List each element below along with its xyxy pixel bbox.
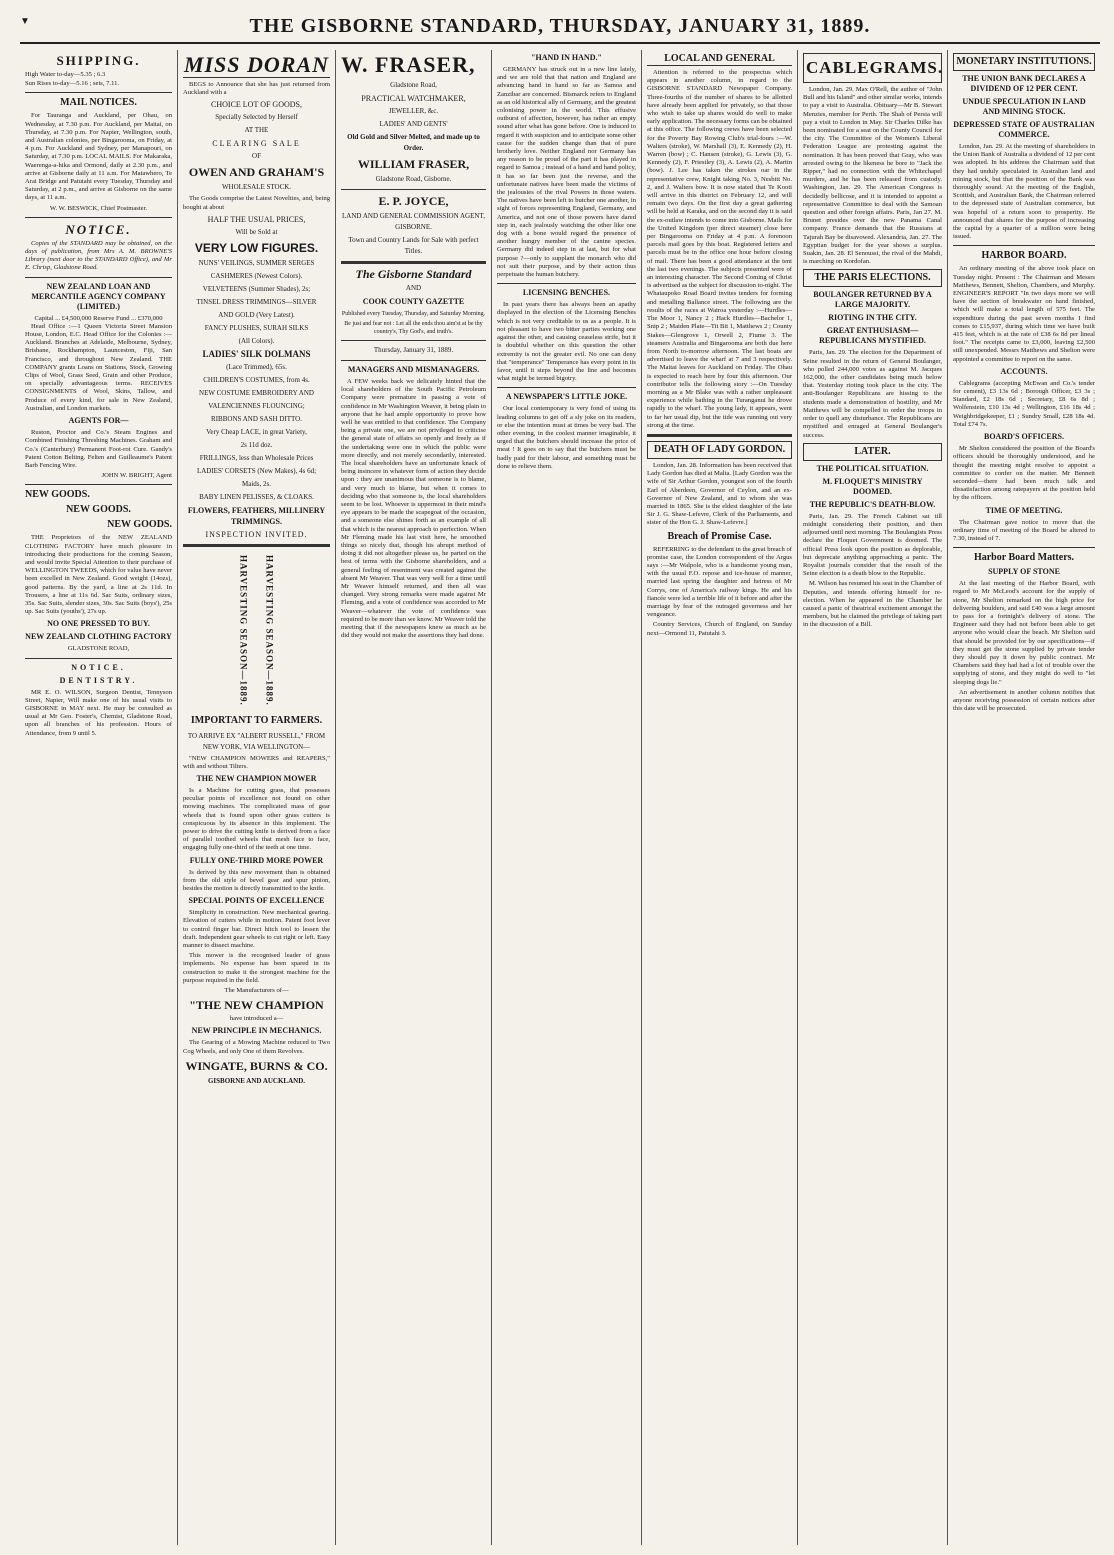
- boulanger-heading: BOULANGER RETURNED BY A LARGE MAJORITY.: [813, 290, 932, 310]
- harbor-heading: HARBOR BOARD.: [981, 250, 1067, 262]
- managers-heading: MANAGERS AND MISMANAGERS.: [347, 365, 480, 374]
- joyce-sub: Town and Country Lands for Sale with perfect Titles.: [348, 236, 479, 255]
- motto: Be just and fear not : Let all the ends thou aim'st at be thy country's, Thy God's, and truth's.: [344, 321, 483, 335]
- gold-silver: Old Gold and Silver Melted, and made up to Order.: [347, 133, 480, 152]
- selected-herself: Specially Selected by Herself: [215, 113, 298, 122]
- william-fraser: WILLIAM FRASER,: [357, 157, 470, 171]
- union-heading: THE UNION BANK DECLARES A DIVIDEND OF 12 PER CENT.: [962, 74, 1086, 93]
- divider: [341, 189, 486, 190]
- goods-text: The Goods comprise the Latest Novelties, and, being bought at about: [183, 195, 330, 211]
- divider: [25, 658, 172, 659]
- gordon-text: London, Jan. 28. Information has been received that Lady Gordon has died at Malta. [Lady Gordon was the wife of Sir Arthur Gordon, youngest son of the fourth Earl of Aberdeen, Governor of Ceylon, and an ex-Governor of New Zealand, and to whom she was married in 1865. She is the eldest daughter of the late Sir J. G. Shaw-Lefevre, Clerk of the Parliaments, and sister of the Hon G. J. Shaw-Lefevre.]: [647, 461, 792, 527]
- choice-goods: CHOICE LOT OF GOODS,: [211, 100, 302, 110]
- depressed-heading: DEPRESSED STATE OF AUSTRALIAN COMMERCE.: [953, 120, 1095, 139]
- goods-item: CASHMERES (Newest Colors).: [210, 271, 303, 280]
- goods-item: NUNS' VEILINGS, SUMMER SERGES: [198, 258, 315, 267]
- owen-graham: OWEN AND GRAHAM'S: [188, 165, 325, 180]
- local-heading: LOCAL AND GENERAL: [647, 53, 792, 66]
- shipping-times: [25, 71, 172, 88]
- local-text: Attention is referred to the prospectus which appears in another column, in regard to the GISBORNE STANDARD Newspaper Company. Three-fourths of the number of shares to be allotted have already been applied for privately, so that those who wish to take up shares would do well to make early application. The necessary forms can be obtained at this office. The following crews have been selected for the Poverty Bay Rowing Club's trial-fours :—W. Walters (stroke), W. Marshall (3), E. Kennedy (2), H. Warren (bow) ; C. Hansen (stroke), G. Lewis (3), G. Kennedy (2), F. Priestley (3), A. Lewis (2), A. Martin (bow). J. Lee has taken the strokes oar in the representative crew, Knight taking No. 3, Nesbitt No. 2, and J. Walters bow. It is now stated that Te Kooti will arrive in this district on February 12, and will remain two days. On the first day a great gathering will be held at Karaka, and on the second day it is said the ex-outlaw intends to come into Gisborne. Mails for the United Kingdom (per direct steamer) close here per Bingarooma on Friday at 4 p.m. A forenoon parcels mail goes by this boat. Registered letters and parcels must be in the office one hour before closing of mail. There has been a good attendance at the tent the last two evenings. The subjects presented were of an interesting character. The Second Coming of Christ is advertised as the subject for discussion to-night. The Whataupoko Road Board invites tenders for forming and metalling Ballance street. The following are the results of the races at Wairoa yesterday :—Hurdles—The Moor 1, Nancy 2 ; Hack Hurdles—Bachelor 1, Snip 2 ; Maiden Plate—Tit Bit 1, Matthews 2 ; County Stakes—Glengrove 1, Orwell 2, Fiume 3. The steamers Australia and Bingarooma are both due here from North to-morrow afternoon. The last boats are advertised to leave the wharf at 7 and 3 respectively. The Maitai leaves for Auckland on Friday. The Ohau is expected to reach here by four this afternoon. Our contributor tells the following story :—On Tuesday morning as a Mr Blake was with a rather unpleasant experience while bathing in the Turanganui he drove rapidly to the wharf. The young lady, it appears, went to far her usual dip, but the tide was running out very strong at the time.: [647, 69, 792, 429]
- inspection-invited: INSPECTION INVITED.: [205, 529, 308, 539]
- goods-item: NEW COSTUME EMBROIDERY AND: [199, 388, 314, 397]
- accounts-heading: ACCOUNTS.: [1000, 366, 1048, 376]
- undue-heading: UNDUE SPECULATION IN LAND AND MINING STOCK.: [962, 97, 1086, 116]
- column-5: [642, 50, 798, 1545]
- supply-heading: SUPPLY OF STONE: [988, 567, 1060, 577]
- recognised-text: This mower is the recognised leader of grass implements. No expense has been spared in its construction to make it the strongest machine for the purpose required in the field.: [183, 952, 330, 984]
- masthead: [20, 10, 1100, 44]
- promise-text: REFERRING to the defendant in the great breach of promise case, the London correspondent of the Argus says :—Mr Walpole, who is a handsome young man, with the usual F.O. repose and ice-house of manner, married last spring the daughter and heiress of Mr Corrys, one of America's railway kings. He and his fiancée were led a terrible life of it before and after the marriage by fear of the outraged governess and her vengeance.: [647, 545, 792, 619]
- wholesale-stock: WHOLESALE STOCK.: [221, 183, 292, 192]
- harbor-text: An ordinary meeting of the above took place on Tuesday night. Present : The Chairman and Messrs Matthews, Bennett, Shelton, Chambers, and Murphy. ENGINEER'S REPORT "In two days more we will have the section of breakwater on hand finished, which will make a total length of 575 feet. The expenditure during the past seven months I find comes to £15,937, during which time we have built 415 feet, which is at the rate of £38 6s 8d per lineal foot." The receipts came to £3,000, leaving £2,500 still unexpended. Messrs Matthews and Shelton were appointed a committee to report on the same.: [953, 265, 1095, 363]
- monetary-heading: MONETARY INSTITUTIONS.: [953, 53, 1095, 71]
- and-word: AND: [405, 284, 422, 292]
- rioting-heading: RIOTING IN THE CITY.: [828, 313, 917, 323]
- column-2: [178, 50, 336, 1545]
- mail-heading: MAIL NOTICES.: [60, 97, 137, 109]
- principle-heading: NEW PRINCIPLE IN MECHANICS.: [191, 1026, 322, 1036]
- divider: [497, 283, 636, 284]
- watchmaker: PRACTICAL WATCHMAKER,: [361, 94, 466, 103]
- special-text: Simplicity in construction. New mechanical gearing. Elevation of cutters while in motion. Patent foot lever to control finger bar. Direct hitch tool to lessen the draft. Independent gear wheels to cut right or left. Easy manner to dissect machine.: [183, 909, 330, 949]
- newgoods-text: THE Proprietors of the NEW ZEALAND CLOTHING FACTORY have much pleasure in introducing their productions for the coming Season, and would invite Special Attention to their purchase of WELLINGTON TWEEDS, which for value have never been excelled in New Zealand. Good weight (14ozs), good patterns. By the yard, a line at 2s 11d. In Trousers, a line at 11s 6d. Sac Suits, ordinary sizes, 35s. Sac Suits, slender sizes, 30s. Sac Suits (boys'), 25s up. Sac Suits (youths'), 27s up.: [25, 534, 172, 616]
- column-6: [798, 50, 948, 1545]
- doran-heading: MISS DORAN: [183, 52, 330, 77]
- tide-line: High Water to-day—5.35 ; 6.3: [25, 71, 106, 78]
- manuf-line: The Manufacturers of—: [224, 987, 289, 994]
- advert-text: An advertisement in another column notifies that anyone receiving possession of certain notices after this date will be prosecuted.: [953, 688, 1095, 713]
- goods-item: BABY LINEN PELISSES, & CLOAKS.: [199, 492, 314, 501]
- nzloan-heading: NEW ZEALAND LOAN AND MERCANTILE AGENCY COMPANY (LIMITED.): [31, 281, 166, 311]
- factory-address: GLADSTONE ROAD,: [67, 645, 130, 653]
- matters-heading: Harbor Board Matters.: [973, 552, 1075, 564]
- divider: [25, 277, 172, 278]
- harvest-right: HARVESTING SEASON—1889.: [264, 554, 275, 706]
- promise-heading: Breach of Promise Case.: [667, 530, 772, 542]
- political-heading: THE POLITICAL SITUATION.: [816, 463, 929, 473]
- postmaster-signature: W. W. BESWICK, Chief Postmaster.: [49, 204, 148, 212]
- matters-text: At the last meeting of the Harbor Board, with regard to Mr McLeod's account for the supply of stone, Mr Shelton remarked on the high price for delivering boulders, and said £40 was a large amount to pass for a fortnight's delivery of stone. The Engineer said they had not before been able to get anyone who would clear the beach. Mr Shelton said that should be provided for by our specifications—if they must get the stone supplied by private tender they should pay it down by public contract. Mr Chambers said they had had a lot of trouble over the supplying of stone, and they might do well to "let sleeping dogs lie.": [953, 580, 1095, 686]
- wingate-burns: WINGATE, BURNS & CO.: [185, 1058, 328, 1073]
- champion-title: THE NEW CHAMPION MOWER: [196, 773, 317, 783]
- divider: [953, 547, 1095, 548]
- fraser-road: Gladstone Road, Gisborne.: [375, 175, 452, 183]
- special-heading: SPECIAL POINTS OF EXCELLENCE: [188, 896, 325, 906]
- joke-text: Our local contemporary is very fond of using its leading columns to get off a sly joke on its readers, or else the intention must at times be very bad. The other evening, in the coolest manner imaginable, it urged that the butchers should increase the price of meat ! It goes on to say that the butchers must be badly paid for their labour, and something must be done to relieve them.: [497, 405, 636, 470]
- harvest-left: HARVESTING SEASON—1889.: [238, 554, 249, 706]
- dentist-text: MR E. O. WILSON, Surgeon Dentist, Tennyson Street, Napier, Will make one of his usual visits to GISBORNE in MAY next. He may be consulted as usual at Mr Geo. Foster's, Chemist, Gladstone Road, upon all branches of his profession. Hours of Attendance, from 9 until 5.: [25, 688, 172, 737]
- paris-text: Paris, Jan. 29. The election for the Department of Seine resulted in the return of General Boulanger, who polled 244,000 votes as against M. Jacques 162,000, the other candidates being much below that. Yesterday rioting took place in the city. The anti-Boulanger Republicans are hissing to the students made a demonstration of hostility, and Mr Matthews will be compelled to order the troops in order to quell any disturbance. The Republicans are mystified and enraged at General Boulanger's success.: [803, 349, 942, 439]
- nzloan-capital: Capital ... £4,500,000 Reserve Fund ... £370,000: [34, 314, 163, 322]
- doran-intro: BEGS to Announce that she has just returned from Auckland with a: [183, 81, 330, 97]
- notice-heading: NOTICE.: [65, 221, 132, 237]
- important-farmers: IMPORTANT TO FARMERS.: [190, 714, 323, 726]
- joyce-text: LAND AND GENERAL COMMISSION AGENT, GISBORNE.: [342, 212, 485, 231]
- newspaper-title: THE GISBORNE STANDARD, THURSDAY, JANUARY 31, 1889.: [249, 14, 871, 37]
- goods-item: RIBBONS AND SASH DITTO.: [211, 414, 302, 423]
- floquet-heading: M. FLOQUET'S MINISTRY DOOMED.: [822, 476, 923, 496]
- goods-item: AND GOLD (Very Latest).: [218, 310, 295, 319]
- jeweller: JEWELLER, &c.: [388, 107, 439, 115]
- standard-title: The Gisborne Standard: [355, 267, 472, 281]
- goods-item: FRILLINGS, less than Wholesale Prices: [199, 453, 314, 462]
- meeting-text: The Chairman gave notice to move that the ordinary time of meeting of the Board be altered to 7.30, instead of 7.: [953, 518, 1095, 542]
- hand-heading: "HAND IN HAND.": [531, 53, 602, 62]
- fraser-address: Gladstone Road,: [390, 81, 437, 89]
- licensing-text: In past years there has always been an apathy displayed in the election of the Licensing Benches which is not very creditable to us as a people. It is not pleasant to have two bitter parties working one against the other, and causing ceaseless strife, but it is doubtful whether on this question the other extremity is not the greater evil. No one can deny that "temperance" Temperance has every point in its favor, until it steps beyond the line and becomes what might be termed bigotry.: [497, 301, 636, 383]
- will-be-sold: Will be Sold at: [235, 227, 278, 236]
- dentistry-heading: DENTISTRY.: [59, 675, 138, 685]
- divider: [25, 484, 172, 485]
- wingate-address: GISBORNE AND AUCKLAND.: [207, 1076, 306, 1085]
- divider: [183, 544, 330, 547]
- at-the: AT THE: [244, 126, 269, 135]
- later-text: Paris, Jan. 29. The French Cabinet sat till midnight considering their position, and then adjourned until next morning. The Boulangists Press declare the Floquet Government is doomed. The official Press look upon the position as deplorable, but deprecate anything approaching a panic. The Royalist journals consider that the result of the Seine election is a death blow to the Republic.: [803, 512, 942, 578]
- goods-item: (Lace Trimmed), 65s.: [226, 362, 287, 371]
- joyce-heading: E. P. JOYCE,: [378, 194, 449, 208]
- column-7: [948, 50, 1100, 1545]
- goods-item: VALENCIENNES FLOUNCING;: [208, 401, 305, 410]
- nzloan-text: Head Office :—1 Queen Victoria Street Mansion House, London, E.C. Head Office for the Colonies :—Auckland. Branches at Adelaide, Melbourne, Sydney, Brisbane, Rockhampton, Launceston, Fiji, San Francisco, and throughout New Zealand. THE COMPANY grants Loans on Stations, Stock, Growing Clips of Wool, Grass Seed, Grain and other Produce, on specially advantageous terms. RECEIVES CONSIGNMENTS of Wool, Skins, Tallow, and Produce of every kind, for sale in New Zealand, Australian, and London markets.: [25, 322, 172, 412]
- mail-text: For Tauranga and Auckland, per Ohau, on Wednesday, at 7.30 p.m. For Auckland, per Maitai, on Thursday, at 7.30 p.m. For Napier, Wellington, south, and Australian colonies, per Bingarooma, on Friday, at 4 p.m. For Auckland and Sydney, per Manapouri, on Saturday, at 7.30 p.m. LOCAL MAILS. For Makaraka, Waerenga-a-hika and Ormond, daily at 2.30 p.m., and arrive at Gisborne daily at 11 a.m. For Matawhero, Te Arai Bridge and Patutahi every Tuesday, Thursday and Saturday, at 2 p.m., and arrive at Gisborne on the same days, at 11 a.m.: [25, 112, 172, 202]
- goods-item: TINSEL DRESS TRIMMINGS—SILVER: [196, 297, 317, 306]
- cablegrams-heading: CABLEGRAMS.: [803, 53, 942, 83]
- notice-text: Copies of the STANDARD may be obtained, on the days of publication, from Mrs A. M. BROWNE'S Library (next door to the STANDARD Office), and Mr E. Chrisp, Gladstone Road.: [25, 239, 172, 272]
- goods-item: 2s 11d doz.: [240, 440, 273, 449]
- licensing-heading: LICENSING BENCHES.: [522, 288, 611, 298]
- new-champion: "THE NEW CHAMPION: [189, 998, 324, 1013]
- accounts-text: Cablegrams (accepting McEwan and Co.'s tender for cement), £3 13s 6d ; Borough Officer, £3 3s ; Standard, £2 18s 6d ; Secretary, £8 6s 8d ; Wolfenstein, £10 13s 4d ; Wellington, £16 18s 4d ; Weighbridgekeeper, £1 ; Sundry Small, £28 18s 4d. Total £74 7s.: [953, 379, 1095, 428]
- no-one-pressed: NO ONE PRESSED TO BUY.: [47, 619, 150, 629]
- clearing-sale: CLEARING SALE: [212, 139, 301, 149]
- divider: [647, 434, 792, 437]
- notice2-heading: NOTICE.: [71, 662, 126, 672]
- officers-text: Mr Shelton considered the position of the Board's officers should be thoroughly understood, and he thought the meeting might resolve to appoint a committee to confer on the matter. Mr Bennett seconded—there had been much talk and dissatisfaction among ratepayers at the position held by the officers.: [953, 445, 1095, 502]
- goods-item: FANCY PLUSHES, SURAH SILKS: [204, 323, 309, 332]
- wilson-text: M. Wilson has resumed his seat in the Chamber of Deputies, and intends offering himself for re-election. When he appeared in the Chamber he caused a panic of theatrical excitement amongst the members, but he claimed the privilege of taking part in the discussion of a Bill.: [803, 580, 942, 629]
- gearing-text: The Gearing of a Mowing Machine reduced to Two Cog Wheels, and only One of them Revolves.: [183, 1039, 330, 1055]
- divider: [341, 340, 486, 341]
- introduced-line: have introduced a—: [229, 1015, 284, 1023]
- divider: [341, 261, 486, 264]
- goods-item: (All Colors).: [238, 336, 275, 345]
- divider: [953, 245, 1095, 246]
- page-columns: [20, 50, 1100, 1545]
- column-3: [336, 50, 492, 1545]
- hand-text: GERMANY has struck out in a new line lately, and we are told that that nation and England are advancing hand in hand so far as Samoa and Zanzibar are concerned. Bismarck refers to England as an old historical ally of Germany, and the greatest colonising power in the world. This effusive outburst of affection, however, has rather an empty sound after what has gone before. One is induced to regard it with suspicion and to anticipate some other cause for the sudden change than that of pure brotherly love. Neither England nor Germany has any reason to be proud of the part it has played in regard to Samoa ; instead of a hand and hand policy, it has so far been just the reverse, and the unfortunate natives have been made the victims of the jealousies of the rival Powers in those waters. The natives have been left to butcher one another, in sight of forces representing England, Germany, and America, and not one of those powers have dared step in, each jealously watching the other like one dog with a bone would regard the presence of another hungry member of the canine species. Germany did indeed step in at last, but for what purpose ?—only to supplant the monarch who did not suit their purpose, and by their action thus perpetuate the human butchery.: [497, 66, 636, 279]
- newgoods-3: NEW GOODS.: [107, 519, 172, 531]
- divider: [497, 387, 636, 388]
- services-text: Country Services, Church of England, on Sunday next—Ormond 11, Patutahi 3.: [647, 621, 792, 637]
- officers-heading: BOARD'S OFFICERS.: [983, 432, 1064, 442]
- deathblow-heading: THE REPUBLIC'S DEATH-BLOW.: [809, 499, 936, 509]
- goods-list: [183, 258, 330, 527]
- harvest-banner: [183, 555, 330, 706]
- goods-item: CHILDREN'S COSTUMES, from 4s.: [203, 375, 310, 384]
- goods-item: Maids, 2s.: [242, 479, 271, 488]
- paris-heading: THE PARIS ELECTIONS.: [803, 269, 942, 287]
- column-1: [20, 50, 178, 1545]
- goods-item: LADIES' SILK DOLMANS: [202, 348, 311, 359]
- very-low-figures: VERY LOW FIGURES.: [194, 240, 319, 255]
- newgoods-2: NEW GOODS.: [66, 504, 131, 516]
- sun-line: Sun Rises to-day—5.16 ; sets, 7.11.: [25, 80, 120, 88]
- goods-item: FLOWERS, FEATHERS, MILLINERY TRIMMINGS.: [187, 505, 326, 526]
- corner-mark: ▼: [20, 16, 30, 27]
- published-line: Published every Tuesday, Thursday, and Saturday Morning.: [341, 311, 486, 317]
- fraser-heading: W. FRASER,: [341, 52, 476, 77]
- column-4: [492, 50, 642, 1545]
- agents-heading: AGENTS FOR—: [68, 416, 129, 426]
- cook-gazette: COOK COUNTY GAZETTE: [362, 297, 465, 306]
- cable-text: London, Jan. 29. Max O'Rell, the author of "John Bull and his Island" and other similar works, intends to pay a visit to Australia. Obituary—Mr B. Stewart Menzies, member for Perth. The Shah of Persia will pay a visit to London in May. Sir Charles Dilke has been nominated for a seat on the County Council for the city. The Committee of the Women's Liberal Federation League are protesting against the nomination. It has been proved that Gray, who was arrested owing to the likeness he bore to "Jack the Ripper," had no connection with the Whitechapel murders, and he has been released from custody. Washington, Jan. 29. The American Congress is decidedly bellicose, and it is intended to appoint a representative Committee to deal with the Samoan question and other foreign affairs. Paris, Jan 27. M. Brunet presides over the new Panama Canal company. France demands that the Russians at Tajurah Bay be disavowed. Alexandria, Jan. 27. The Egyptian budget for the year shows a surplus. Suakin, Jan. 28. El Senoussi, the rival of the Mahdi, is marching on Kordofan.: [803, 86, 942, 266]
- fully-heading: FULLY ONE-THIRD MORE POWER: [189, 855, 324, 865]
- of-word: OF: [252, 152, 261, 161]
- bright-signature: JOHN W. BRIGHT, Agent: [101, 472, 172, 480]
- managers-text: A FEW weeks back we delicately hinted that the local shareholders of the South Pacific Petroleum Company were premature in passing a vote of confidence in Mr Washington Weaver, it being plain to anyone that he had ample opportunity to prove how well he was entitled to that confidence. The Company being a private one, we are not privileged to criticise the general state of affairs so openly and freely as if the undertaking were one in which the public were more directly, and not merely secondarily, interested. The local shareholders have an unfortunate knack of being insincere in whatever form of action they decide upon : they are unanimous that someone is to blame, and very much to blame, but when it comes to deciding who that someone is, the local shareholders seem to be lost. Whoever is uppermost in their mind's eye appears to be made the scapegoat of the occasion, and a someone else shines forth as an example of all that which is the nearest approach to perfection. When Mr Fleming made his last visit here, he smoothed things so nicely that, though his abrupt method of doing it did not altogether please us, he parted on the best of terms with the Gisborne shareholders, and a general feeling of resentment was created against the absent Mr Weaver. That was very well for a time until Mr Weaver himself returned, and then all was changed. Very strong remarks were made against Mr Fleming, and a vote of confidence was accorded to Mr Weaver—whatever the vote of confidence was required to be more than we know. Mr Weaver told the meeting that if the newspapers knew as much as he did they would not make the assertions they had done.: [341, 378, 486, 640]
- dateline: Thursday, January 31, 1889.: [373, 346, 454, 354]
- champion-intro: "NEW CHAMPION MOWERS and REAPERS," with and without Tilters.: [183, 754, 330, 770]
- joke-heading: A NEWSPAPER'S LITTLE JOKE.: [505, 392, 628, 402]
- divider: [25, 217, 172, 218]
- ladies-gents: LADIES' AND GENTS': [379, 120, 448, 128]
- arrive-line: TO ARRIVE EX "ALBERT RUSSELL," FROM NEW YORK, VIA WELLINGTON—: [187, 731, 326, 751]
- agents-text: Ruston, Proctor and Co.'s Steam Engines and Combined Finishing Threshing Machines. Graham and Co.'s (Canterbury) Permanent Foot-rot Cure. Gandy's Patent Cotton Belting. Felten and Guilleaume's Patent Barb Fencing Wire.: [25, 429, 172, 469]
- champion-text: Is a Machine for cutting grass, that possesses peculiar points of excellence not found on other mowing machines. The complicated mass of gear wheels that is found upon other grass cutters is conspicuous by its absence in this implement. The power to drive the cutting knife is derived from a face of parallel toothed wheels that mesh face to face, engaging fully one-third of the teeth at one time.: [183, 786, 330, 852]
- goods-item: VELVETEENS (Summer Shades), 2s;: [202, 284, 311, 293]
- gordon-heading: DEATH OF LADY GORDON.: [647, 441, 792, 459]
- newgoods-1: NEW GOODS.: [25, 489, 90, 501]
- shipping-heading: SHIPPING.: [56, 53, 141, 68]
- divider: [341, 360, 486, 361]
- fully-text: Is derived by this new movement than is obtained from the old style of bevel gear and spur pinion, besides the motion is directly transmitted to the knife.: [183, 868, 330, 892]
- enthusiasm-heading: GREAT ENTHUSIASM—REPUBLICANS MYSTIFIED.: [819, 326, 926, 346]
- goods-item: LADIES' CORSETS (New Makes), 4s 6d;: [196, 466, 317, 475]
- meeting-heading: TIME OF MEETING.: [985, 505, 1063, 515]
- half-prices: HALF THE USUAL PRICES,: [207, 214, 306, 224]
- goods-item: Very Cheap LACE, in great Variety,: [206, 427, 307, 436]
- later-heading: LATER.: [803, 443, 942, 461]
- divider: [25, 92, 172, 93]
- clothing-factory: NEW ZEALAND CLOTHING FACTORY: [25, 632, 172, 642]
- union-text: London, Jan. 29. At the meeting of shareholders in the Union Bank of Australia a dividend of 12 per cent was adopted. In his address the Chairman said that they had unduly speculated in Australian land and mining stock, but that the position of the Bank was thoroughly sound. At the meeting of the English, Scottish, and Australian Bank, the Chairman referred to the depressed state of Australian commerce, but was hopeful of a return soon to prosperity. He announced that shares for the purpose of increasing the capital by a quarter of a million were being issued.: [953, 143, 1095, 241]
